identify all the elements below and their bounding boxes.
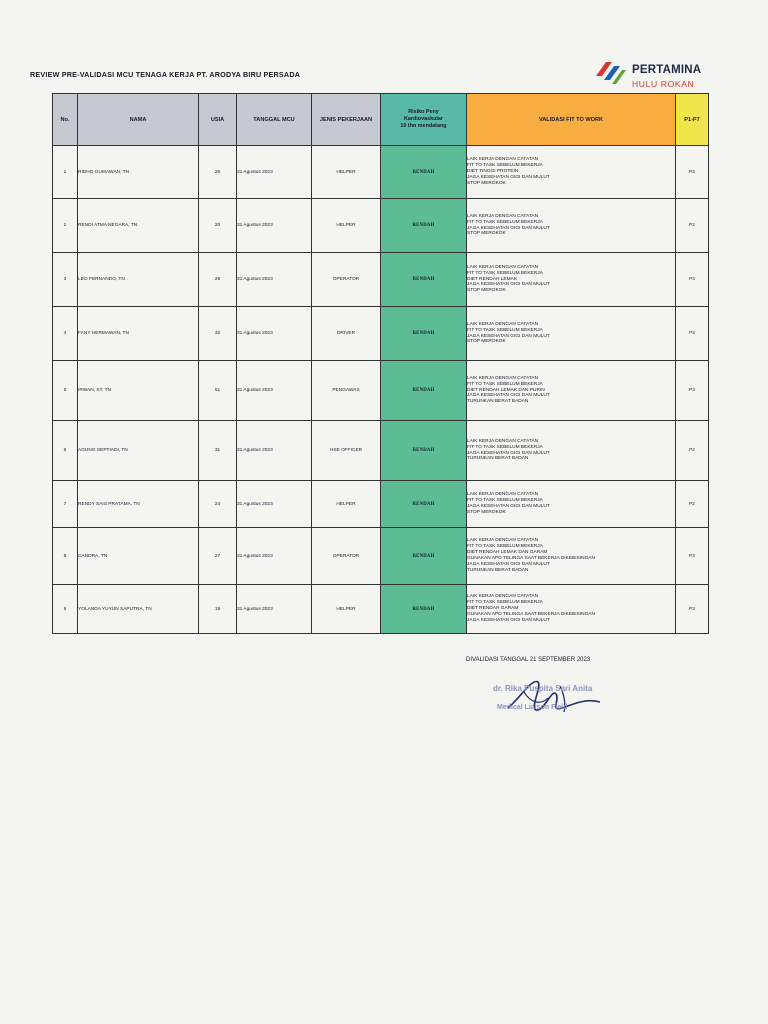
cell-validasi [467, 307, 676, 361]
validasi-line: JAGA KESEHATAN GIGI DAN MULUT [467, 450, 550, 456]
cell-jenis: HELPER [312, 146, 381, 199]
validasi-line: DIET RENDAH LEMAK [467, 276, 518, 282]
cell-validasi [467, 199, 676, 253]
cell-risiko: RENDAH [381, 528, 467, 585]
table-row [53, 585, 709, 634]
header-validasi: VALIDASI FIT TO WORK [467, 94, 676, 146]
cell-p: P2 [676, 199, 709, 253]
pertamina-logo [592, 56, 712, 92]
validasi-line: LAIK KERJA DENGAN CATATAN [467, 492, 539, 498]
table-header-row [53, 94, 709, 146]
validasi-line: DIET TINGGI PROTEIN [467, 169, 519, 175]
validasi-line: STOP MEROKOK [467, 180, 506, 186]
cell-nama: YOLANDA YUYUN SAPUTRA, TN [78, 585, 199, 634]
cell-jenis: HELPER [312, 481, 381, 528]
cell-p: P2 [676, 146, 709, 199]
cell-nama: FANY HERMAWAN, TN [78, 307, 199, 361]
table-row [53, 199, 709, 253]
validasi-line: JAGA KESEHATAN GIGI DAN MULUT [467, 504, 550, 509]
logo-name: PERTAMINA [632, 64, 702, 76]
validasi-line: GUNAKAN APD TELINGA SAAT BEKERJA DIKEBISINGAN [467, 611, 595, 617]
cell-no: 5 [53, 361, 78, 421]
header-risiko [381, 94, 467, 146]
cell-nama: CANDRA, TN [78, 528, 199, 585]
validasi-line: FIT TO TASK SEBELUM BEKERJA [467, 498, 543, 504]
header-no: No. [53, 94, 78, 146]
cell-p: P3 [676, 528, 709, 585]
table-row [53, 361, 709, 421]
validasi-line: LAIK KERJA DENGAN CATATAN [467, 538, 539, 544]
cell-nama: LEO FERNANDO, TN [78, 253, 199, 307]
cell-jenis: DRIVER [312, 307, 381, 361]
cell-tanggal: 31 Agustus 2023 [237, 253, 312, 307]
cell-usia: 26 [199, 146, 237, 199]
validasi-line: STOP MEROKOK [467, 509, 506, 515]
cell-risiko: RENDAH [381, 199, 467, 253]
cell-usia: 31 [199, 421, 237, 481]
cell-risiko: RENDAH [381, 361, 467, 421]
cell-risiko: RENDAH [381, 253, 467, 307]
validasi-line: STOP MEROKOK [467, 231, 506, 237]
cell-validasi [467, 585, 676, 634]
cell-jenis: PENGAWAS [312, 361, 381, 421]
table-row [53, 146, 709, 199]
cell-jenis: HELPER [312, 199, 381, 253]
document-title: REVIEW PRE-VALIDASI MCU TENAGA KERJA PT. ARODYA BIRU PERSADA [30, 70, 301, 79]
cell-tanggal: 31 Agustus 2023 [237, 146, 312, 199]
validasi-line: LAIK KERJA DENGAN CATATAN [467, 157, 539, 163]
validasi-line: STOP MEROKOK [467, 339, 506, 345]
cell-tanggal: 31 Agustus 2023 [237, 361, 312, 421]
validasi-line: JAGA KESEHATAN GIGI DAN MULUT [467, 225, 550, 231]
cell-validasi [467, 146, 676, 199]
table-body [53, 146, 709, 634]
validasi-line: LAIK KERJA DENGAN CATATAN [467, 321, 539, 327]
cell-tanggal: 31 Agustus 2023 [237, 585, 312, 634]
cell-no: 8 [53, 528, 78, 585]
cell-no: 4 [53, 307, 78, 361]
validasi-line: JAGA KESEHATAN GIGI DAN MULUT [467, 333, 550, 339]
validasi-line: FIT TO TASK SEBELUM BEKERJA [467, 270, 543, 276]
cell-tanggal: 31 Agustus 2023 [237, 307, 312, 361]
cell-no: 2 [53, 199, 78, 253]
header-tanggal: TANGGAL MCU [237, 94, 312, 146]
cell-no: 1 [53, 146, 78, 199]
cell-jenis: OPERATOR [312, 528, 381, 585]
validasi-line: DIET RENDAH LEMAK DAN GARAM [467, 550, 548, 556]
cell-validasi [467, 481, 676, 528]
cell-nama: AGUNG SEPTIADI, TN [78, 421, 199, 481]
header-risiko-line3: 10 thn mendatang [400, 123, 447, 130]
validasi-line: TURUNKAN BERAT BADAN [467, 456, 529, 462]
signature-ink-icon [490, 668, 640, 722]
validasi-line: JAGA KESEHATAN GIGI DAN MULUT [467, 393, 550, 399]
signature [490, 668, 640, 722]
table-row [53, 421, 709, 481]
validasi-line: FIT TO TASK SEBELUM BEKERJA [467, 544, 543, 550]
cell-usia: 20 [199, 199, 237, 253]
cell-no: 7 [53, 481, 78, 528]
validasi-line: TURUNKAN BERAT BADAN [467, 399, 529, 405]
validasi-line: LAIK KERJA DENGAN CATATAN [467, 213, 539, 219]
cell-tanggal: 31 Agustus 2023 [237, 481, 312, 528]
cell-risiko: RENDAH [381, 307, 467, 361]
cell-p: P2 [676, 481, 709, 528]
cell-no: 3 [53, 253, 78, 307]
cell-jenis: HSE OFFICER [312, 421, 381, 481]
cell-validasi [467, 253, 676, 307]
validasi-line: LAIK KERJA DENGAN CATATAN [467, 375, 539, 381]
validasi-line: LAIK KERJA DENGAN CATATAN [467, 264, 539, 270]
header-usia: USIA [199, 94, 237, 146]
validasi-line: JAGA KESEHATAN GIGI DAN MULUT [467, 561, 550, 567]
signer-name: dr. Rika Puspita Sari Anita [493, 684, 593, 693]
cell-risiko: RENDAH [381, 585, 467, 634]
cell-nama: RENDI ATMA NEGARA, TN [78, 199, 199, 253]
cell-tanggal: 31 Agustus 2023 [237, 199, 312, 253]
cell-usia: 32 [199, 307, 237, 361]
validasi-line: TURUNKAN BERAT BADAN [467, 567, 529, 573]
signer-role: Medical Liaison Field [497, 704, 568, 711]
cell-tanggal: 31 Agustus 2023 [237, 528, 312, 585]
mcu-table [52, 93, 709, 634]
validated-date: DIVALIDASI TANGGAL 21 SEPTEMBER 2023 [466, 657, 591, 663]
cell-p: P3 [676, 585, 709, 634]
validasi-line: GUNAKAN APD TELINGA SAAT BEKERJA DIKEBISINGAN [467, 556, 595, 561]
cell-usia: 29 [199, 253, 237, 307]
validasi-line: LAIK KERJA DENGAN CATATAN [467, 594, 539, 600]
cell-risiko: RENDAH [381, 146, 467, 199]
cell-tanggal: 31 Agustus 2023 [237, 421, 312, 481]
validasi-line: FIT TO TASK SEBELUM BEKERJA [467, 163, 543, 169]
cell-usia: 27 [199, 528, 237, 585]
cell-no: 6 [53, 421, 78, 481]
validasi-line: FIT TO TASK SEBELUM BEKERJA [467, 381, 543, 387]
cell-no: 9 [53, 585, 78, 634]
validasi-line: LAIK KERJA DENGAN CATATAN [467, 438, 539, 444]
header-jenis: JENIS PEKERJAAN [312, 94, 381, 146]
validasi-line: FIT TO TASK SEBELUM BEKERJA [467, 219, 543, 225]
pertamina-logo-icon [592, 58, 628, 86]
table-row [53, 253, 709, 307]
cell-validasi [467, 361, 676, 421]
validasi-line: STOP MEROKOK [467, 288, 506, 294]
cell-jenis: HELPER [312, 585, 381, 634]
header-p: P1-P7 [676, 94, 709, 146]
validasi-line: FIT TO TASK SEBELUM BEKERJA [467, 600, 543, 606]
cell-p: P2 [676, 421, 709, 481]
cell-usia: 51 [199, 361, 237, 421]
cell-usia: 24 [199, 481, 237, 528]
validasi-line: DIET RENDAH LEMAK DAN PURIN [467, 387, 545, 393]
cell-p: P3 [676, 361, 709, 421]
cell-nama: RENDY SAIS PRATAMA, TN [78, 481, 199, 528]
validasi-line: FIT TO TASK SEBELUM BEKERJA [467, 327, 543, 333]
cell-nama: IRWAN, ST, TN [78, 361, 199, 421]
header-risiko-line2: Kardiovaskular [404, 115, 443, 122]
logo-subtitle: HULU ROKAN [632, 79, 695, 89]
validasi-line: JAGA KESEHATAN GIGI DAN MULUT [467, 282, 550, 288]
cell-risiko: RENDAH [381, 481, 467, 528]
cell-p: P2 [676, 307, 709, 361]
validasi-line: JAGA KESEHATAN GIGI DAN MULUT [467, 617, 550, 623]
cell-p: P3 [676, 253, 709, 307]
validasi-line: JAGA KESEHATAN GIGI DAN MULUT [467, 174, 550, 180]
table-row [53, 528, 709, 585]
table-row [53, 481, 709, 528]
cell-validasi [467, 528, 676, 585]
cell-risiko: RENDAH [381, 421, 467, 481]
cell-validasi [467, 421, 676, 481]
validasi-line: DIET RENDAH GARAM [467, 606, 519, 612]
header-risiko-line1: Risiko Peny [408, 108, 439, 115]
cell-nama: RIDHO GUMAWAN, TN [78, 146, 199, 199]
header-nama: NAMA [78, 94, 199, 146]
cell-usia: 19 [199, 585, 237, 634]
cell-jenis: OPERATOR [312, 253, 381, 307]
validasi-line: FIT TO TASK SEBELUM BEKERJA [467, 444, 543, 450]
table-row [53, 307, 709, 361]
